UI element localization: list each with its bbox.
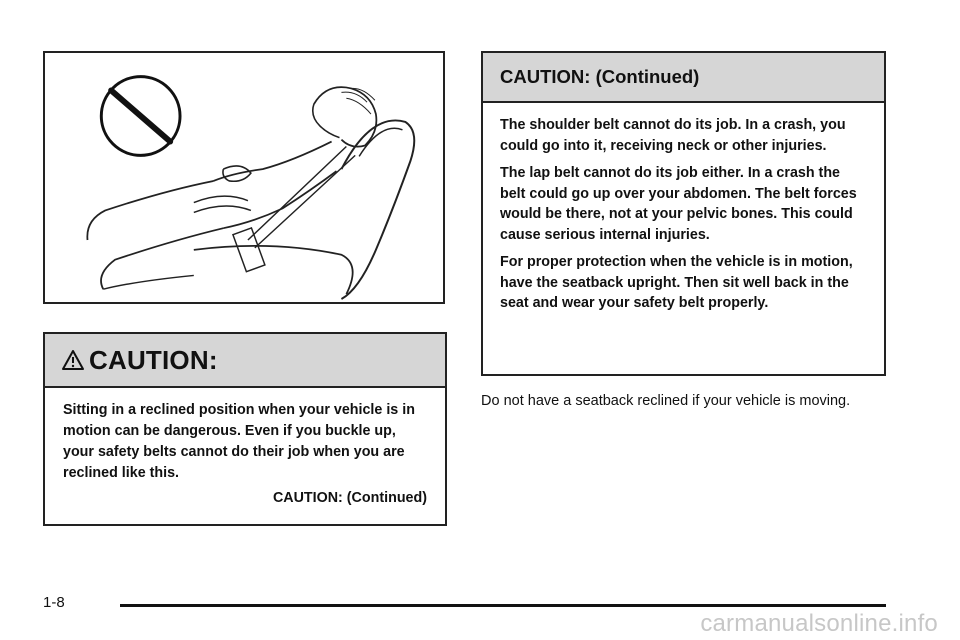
caution-paragraph: The lap belt cannot do its job either. In a crash the belt could go up over your abdomen. The belt forces would be there, not at your pelvic bones. This could cause serious internal injuries.: [500, 165, 857, 243]
page-number: 1-8: [43, 594, 65, 611]
caution-box: [43, 332, 447, 526]
caution-continued-header: [483, 53, 884, 103]
warning-triangle-icon: [61, 349, 85, 371]
caution-body-text: Sitting in a reclined position when your vehicle is in motion can be dangerous. Even if you buckle up, your safety belts cannot do their job when you are reclined like this.: [63, 402, 415, 481]
caution-continued-title: CAUTION: (Continued): [500, 66, 700, 87]
illustration-drawing: [45, 53, 443, 302]
no-symbol-icon: [101, 77, 180, 156]
body-note: Do not have a seatback reclined if your vehicle is moving.: [481, 393, 851, 409]
reclined-occupant-illustration: [43, 51, 445, 304]
watermark: carmanualsonline.info: [700, 610, 938, 637]
caution-paragraph: The shoulder belt cannot do its job. In a crash, you could go into it, receiving neck or other injuries.: [500, 117, 846, 154]
caution-paragraph: For proper protection when the vehicle is in motion, have the seatback upright. Then sit well back in the seat and wear your safety belt properly.: [500, 254, 853, 311]
caution-continued-body: [483, 103, 884, 314]
caution-title: CAUTION:: [89, 344, 218, 375]
caution-continued-box: [481, 51, 886, 376]
caution-continued-label: CAUTION: (Continued): [272, 490, 427, 506]
caution-header: [45, 334, 445, 388]
footer-rule: [120, 604, 886, 607]
